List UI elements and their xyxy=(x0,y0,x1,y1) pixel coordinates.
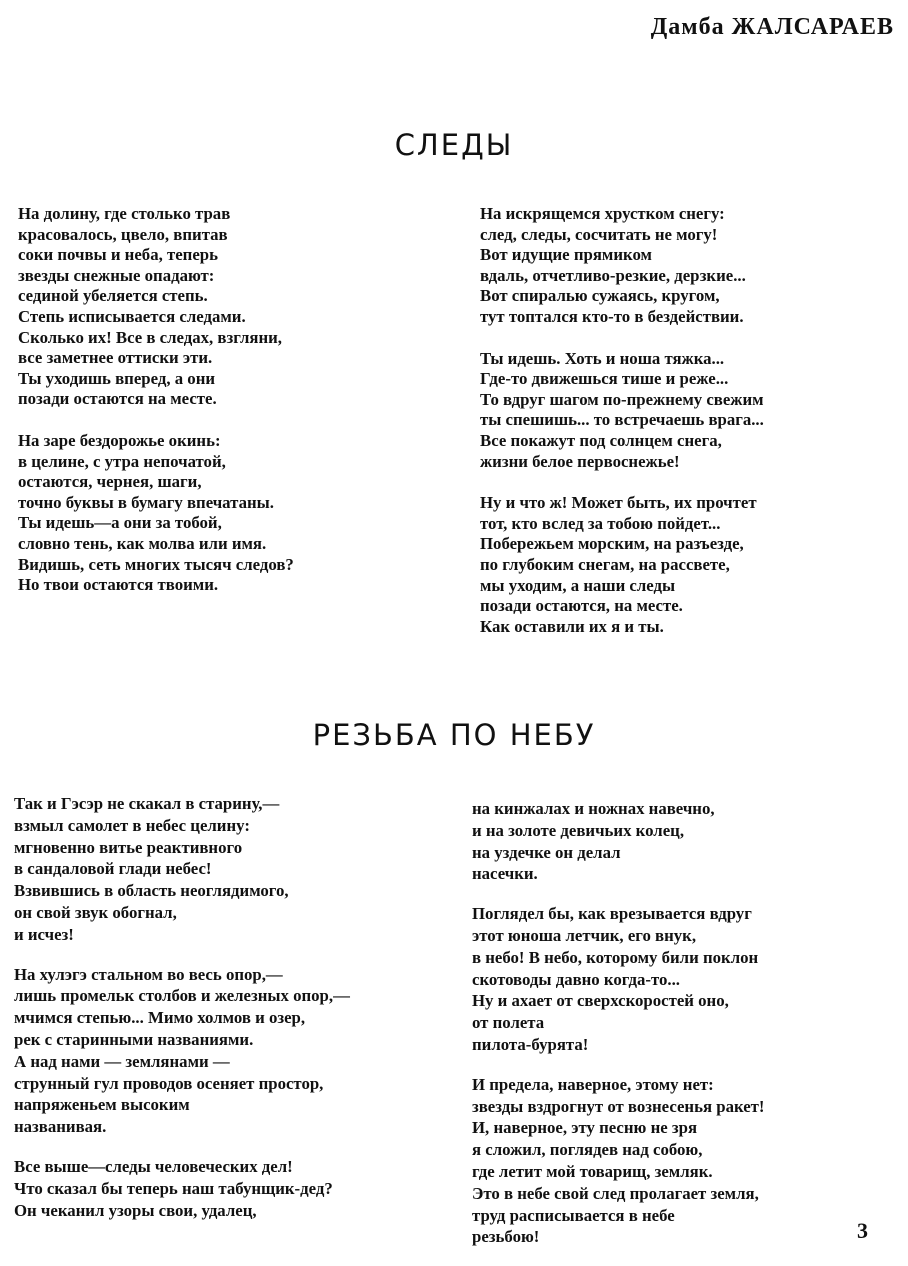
verse-line: На хулэгэ стальном во весь опор,— xyxy=(14,964,283,984)
stanza xyxy=(18,431,294,596)
verse-line: ты спешишь... то встречаешь врага... xyxy=(480,410,764,430)
verse-line: Все покажут под солнцем снега, xyxy=(480,430,722,450)
verse-line: тот, кто вслед за тобою пойдет... xyxy=(480,513,721,533)
verse-line: в небо! В небо, которому били поклон xyxy=(472,947,759,967)
author-name: Дамба ЖАЛСАРАЕВ xyxy=(650,14,894,40)
verse-line: Но твои остаются твоими. xyxy=(18,575,219,595)
verse-line: струнный гул проводов осеняет простор, xyxy=(14,1073,324,1093)
verse-line: он свой звук обогнал, xyxy=(14,902,177,922)
verse-line: взмыл самолет в небес целину: xyxy=(14,815,250,835)
verse-line: рек с старинными названиями. xyxy=(14,1029,254,1049)
verse-line: И предела, наверное, этому нет: xyxy=(472,1074,714,1094)
verse-line: Побережьем морским, на разъезде, xyxy=(480,534,744,554)
poem-title-sledy: СЛЕДЫ xyxy=(394,128,514,162)
verse-line: соки почвы и неба, теперь xyxy=(18,245,218,265)
verse-line: Как оставили их я и ты. xyxy=(480,616,664,636)
page-number: 3 xyxy=(857,1218,868,1243)
verse-line: точно буквы в бумагу впечатаны. xyxy=(18,492,274,512)
poem2-left-column xyxy=(14,793,350,1239)
stanza xyxy=(472,903,765,1056)
verse-line: Ну и ахает от сверхскоростей оно, xyxy=(472,991,729,1011)
verse-line: сединой убеляется степь. xyxy=(18,286,208,306)
verse-line: Ты идешь—а они за тобой, xyxy=(18,513,222,533)
stanza xyxy=(480,349,764,473)
verse-line: звезды снежные опадают: xyxy=(18,265,215,285)
verse-line: и на золоте девичьих колец, xyxy=(472,820,685,840)
verse-line: и исчез! xyxy=(14,924,74,944)
verse-line: этот юноша летчик, его внук, xyxy=(472,925,697,945)
verse-line: Ты идешь. Хоть и ноша тяжка... xyxy=(480,348,725,368)
verse-line: словно тень, как молва или имя. xyxy=(18,533,267,553)
stanza xyxy=(18,204,294,410)
stanza xyxy=(14,1156,350,1221)
stanza xyxy=(472,1074,765,1248)
verse-line: звезды вздрогнут от вознесенья ракет! xyxy=(472,1096,765,1116)
verse-line: Все выше—следы человеческих дел! xyxy=(14,1156,293,1176)
verse-line: позади остаются на месте. xyxy=(18,389,217,409)
verse-line: мы уходим, а наши следы xyxy=(480,575,676,595)
verse-line: позади остаются, на месте. xyxy=(480,596,683,616)
verse-line: тут топтался кто-то в бездействии. xyxy=(480,306,744,326)
verse-line: То вдруг шагом по-прежнему свежим xyxy=(480,389,764,409)
stanza xyxy=(480,204,764,328)
verse-line: Вот идущие прямиком xyxy=(480,245,652,265)
verse-line: Взвившись в область неоглядимого, xyxy=(14,881,289,901)
stanza xyxy=(14,964,350,1138)
verse-line: Видишь, сеть многих тысяч следов? xyxy=(18,554,294,574)
stanza xyxy=(480,493,764,637)
verse-line: На искрящемся хрустком снегу: xyxy=(480,204,725,223)
verse-line: Поглядел бы, как врезывается вдруг xyxy=(472,904,752,924)
verse-line: труд расписывается в небе xyxy=(472,1205,675,1225)
verse-line: Вот спиралью сужаясь, кругом, xyxy=(480,286,720,306)
verse-line: в сандаловой глади небес! xyxy=(14,859,212,879)
verse-line: в целине, с утра непочатой, xyxy=(18,451,226,471)
verse-line: остаются, чернея, шаги, xyxy=(18,472,202,492)
verse-line: названивая. xyxy=(14,1117,107,1137)
verse-line: мчимся степью... Мимо холмов и озер, xyxy=(14,1008,306,1028)
verse-line: И, наверное, эту песню не зря xyxy=(472,1118,698,1138)
verse-line: жизни белое первоснежье! xyxy=(480,451,680,471)
verse-line: насечки. xyxy=(472,864,538,884)
verse-line: Сколько их! Все в следах, взгляни, xyxy=(18,327,283,347)
verse-line: где летит мой товарищ, земляк. xyxy=(472,1161,713,1181)
poem1-left-column xyxy=(18,204,294,617)
verse-line: красовалось, цвело, впитав xyxy=(18,224,228,244)
verse-line: мгновенно витье реактивного xyxy=(14,837,243,857)
verse-line: Он чеканил узоры свои, удалец, xyxy=(14,1200,257,1220)
poem2-right-column xyxy=(472,798,765,1266)
verse-line: след, следы, сосчитать не могу! xyxy=(480,224,718,244)
stanza xyxy=(472,798,765,885)
verse-line: от полета xyxy=(472,1013,545,1033)
verse-line: по глубоким снегам, на рассвете, xyxy=(480,554,730,574)
verse-line: Степь исписывается следами. xyxy=(18,306,246,326)
verse-line: на кинжалах и ножнах навечно, xyxy=(472,799,715,818)
poem-title-rezba-po-nebu: РЕЗЬБА ПО НЕБУ xyxy=(312,718,596,752)
verse-line: лишь промельк столбов и железных опор,— xyxy=(14,986,350,1006)
verse-line: На долину, где столько трав xyxy=(18,204,231,223)
verse-line: Где-то движешься тише и реже... xyxy=(480,369,729,389)
verse-line: Это в небе свой след пролагает земля, xyxy=(472,1183,759,1203)
verse-line: напряженьем высоким xyxy=(14,1095,190,1115)
verse-line: А над нами — землянами — xyxy=(14,1051,230,1071)
verse-line: пилота-бурята! xyxy=(472,1034,589,1054)
verse-line: Так и Гэсэр не скакал в старину,— xyxy=(14,794,280,813)
verse-line: все заметнее оттиски эти. xyxy=(18,348,213,368)
verse-line: я сложил, поглядев над собою, xyxy=(472,1140,703,1160)
verse-line: Что сказал бы теперь наш табунщик-дед? xyxy=(14,1178,333,1198)
poem1-right-column xyxy=(480,204,764,658)
verse-line: резьбою! xyxy=(472,1227,540,1247)
verse-line: вдаль, отчетливо-резкие, дерзкие... xyxy=(480,265,746,285)
verse-line: На заре бездорожье окинь: xyxy=(18,430,221,450)
verse-line: Ну и что ж! Может быть, их прочтет xyxy=(480,493,757,513)
verse-line: Ты уходишь вперед, а они xyxy=(18,368,216,388)
verse-line: на уздечке он делал xyxy=(472,842,621,862)
verse-line: скотоводы давно когда-то... xyxy=(472,969,680,989)
stanza xyxy=(14,793,350,946)
